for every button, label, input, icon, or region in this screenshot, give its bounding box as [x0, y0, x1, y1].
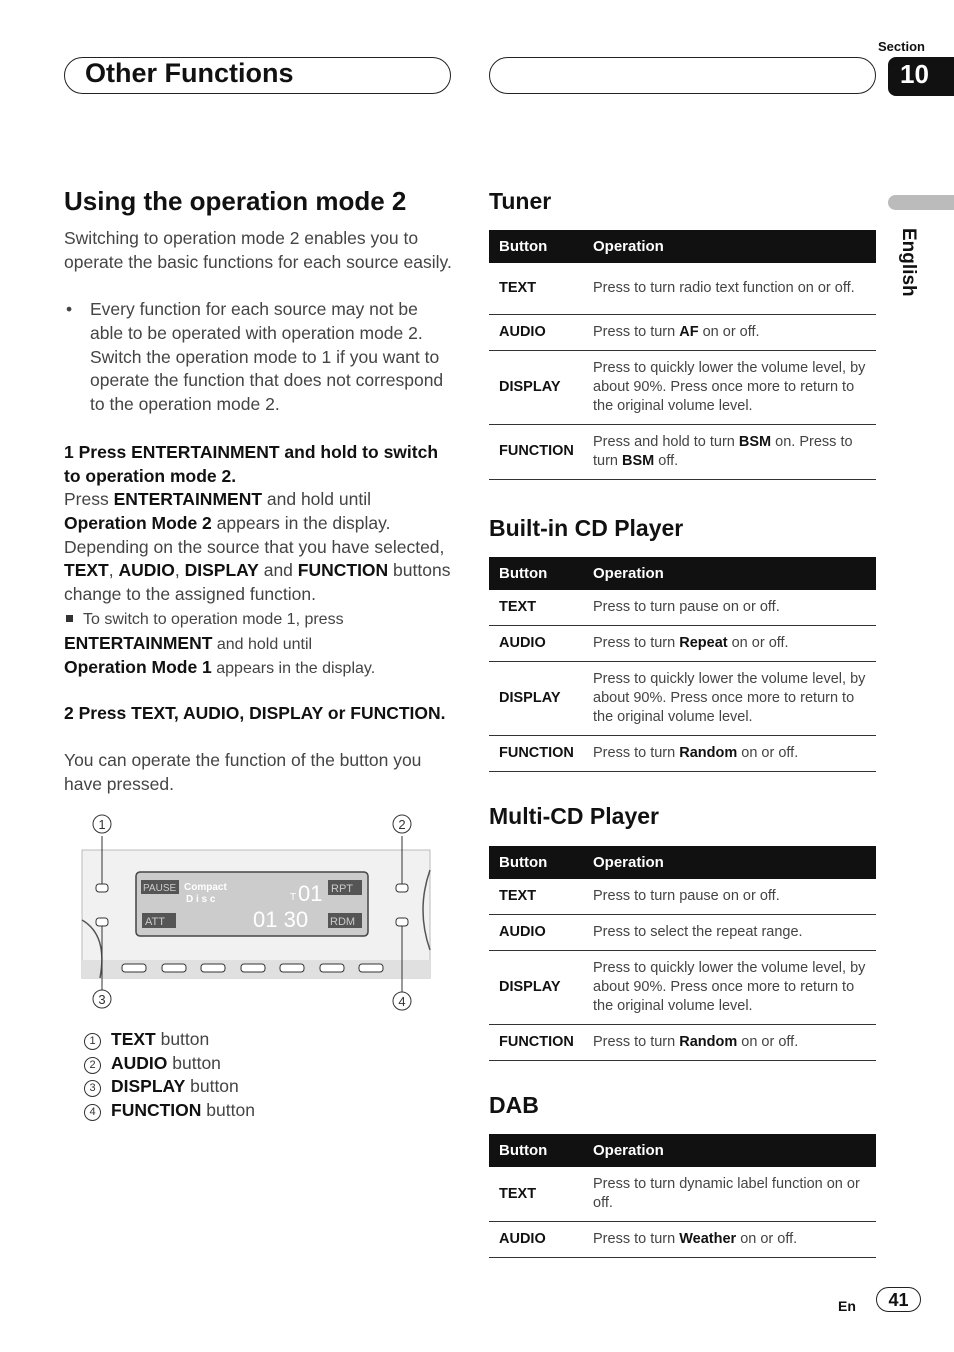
- row-button: TEXT: [489, 590, 583, 626]
- text-run: Press to turn: [593, 1034, 680, 1050]
- table-row: [489, 879, 876, 915]
- text-run: and hold until: [262, 489, 372, 509]
- row-button: FUNCTION: [489, 736, 583, 772]
- builtin-cd-table: [489, 557, 876, 772]
- table-row: [489, 424, 876, 479]
- preset-button[interactable]: [122, 964, 146, 972]
- row-operation: Press to turn pause on or off.: [583, 590, 876, 626]
- display-button[interactable]: [96, 918, 108, 926]
- callout-number: 3: [84, 1080, 101, 1097]
- callout-item-display: [84, 1076, 239, 1097]
- bold-run: TEXT: [64, 560, 109, 581]
- page-heading: Using the operation mode 2: [64, 186, 407, 216]
- table-row: [489, 1222, 876, 1258]
- step-1-note: [64, 608, 454, 681]
- row-button: TEXT: [489, 263, 583, 314]
- row-button: AUDIO: [489, 314, 583, 350]
- text-run: ,: [174, 560, 185, 581]
- page-number: 41: [876, 1287, 921, 1312]
- col-operation-header: Operation: [583, 846, 876, 879]
- callout-number: 1: [84, 1033, 101, 1050]
- row-button: AUDIO: [489, 626, 583, 662]
- bold-run: Operation Mode 2: [64, 512, 212, 533]
- disc-text: D i s c: [186, 894, 216, 905]
- callout-item-audio: [84, 1053, 221, 1074]
- callout-item-text: [84, 1029, 209, 1050]
- table-row: [489, 590, 876, 626]
- text-run: on or off.: [727, 635, 789, 651]
- row-button: DISPLAY: [489, 951, 583, 1025]
- preset-button[interactable]: [201, 964, 225, 972]
- row-operation: [583, 424, 876, 479]
- footer-language: En: [838, 1298, 856, 1314]
- preset-button[interactable]: [320, 964, 344, 972]
- callout-suffix: button: [201, 1100, 255, 1120]
- text-run: buttons change to the assigned function.: [64, 560, 451, 605]
- att-text: ATT: [145, 916, 165, 928]
- text-run: and: [258, 560, 298, 581]
- callout-name: TEXT: [111, 1029, 156, 1049]
- table-row: [489, 915, 876, 951]
- tuner-heading: Tuner: [489, 188, 552, 214]
- bold-run: ENTERTAINMENT: [64, 632, 213, 653]
- dab-heading: DAB: [489, 1092, 539, 1118]
- callout-1: 1: [98, 817, 106, 832]
- row-button: DISPLAY: [489, 350, 583, 424]
- section-number: 10: [888, 57, 954, 96]
- row-operation: Press to turn radio text function on or off.: [583, 263, 876, 314]
- multi-cd-table: [489, 846, 876, 1061]
- table-header-row: [489, 1134, 876, 1167]
- callout-4: 4: [398, 994, 406, 1009]
- text-run: on or off.: [737, 1034, 799, 1050]
- row-operation: Press to quickly lower the volume level, by about 90%. Press once more to return to the original volume level.: [583, 350, 876, 424]
- bold-run: DISPLAY: [184, 560, 259, 581]
- table-header-row: [489, 230, 876, 263]
- callout-name: DISPLAY: [111, 1076, 186, 1096]
- pause-text: PAUSE: [143, 883, 177, 894]
- step-2-body: You can operate the function of the button you have pressed.: [64, 750, 422, 794]
- table-header-row: [489, 846, 876, 879]
- dab-table: [489, 1134, 876, 1258]
- preset-button[interactable]: [280, 964, 304, 972]
- table-row: [489, 736, 876, 772]
- language-label: English: [898, 228, 919, 297]
- text-run: ,: [108, 560, 119, 581]
- row-operation: [583, 1025, 876, 1061]
- rpt-text: RPT: [331, 883, 353, 895]
- compact-text: Compact: [184, 882, 227, 893]
- callout-suffix: button: [155, 1029, 210, 1049]
- col-operation-header: Operation: [583, 557, 876, 590]
- text-button[interactable]: [96, 884, 108, 892]
- play-time: 01 30: [253, 907, 309, 932]
- preset-button[interactable]: [241, 964, 265, 972]
- callout-name: FUNCTION: [111, 1100, 202, 1120]
- audio-button[interactable]: [396, 884, 408, 892]
- callout-2: 2: [398, 817, 406, 832]
- callout-suffix: button: [185, 1076, 239, 1096]
- bold-run: AF: [679, 323, 699, 340]
- bold-run: Operation Mode 1: [64, 657, 212, 677]
- bold-run: BSM: [622, 452, 655, 469]
- table-header-row: [489, 557, 876, 590]
- table-row: [489, 263, 876, 314]
- text-run: Press to turn: [593, 1231, 680, 1247]
- col-button-header: Button: [489, 230, 583, 263]
- bold-run: Repeat: [679, 635, 728, 651]
- builtin-cd-heading: Built-in CD Player: [489, 515, 684, 541]
- track-number: 01: [298, 881, 323, 906]
- row-button: FUNCTION: [489, 1025, 583, 1061]
- row-operation: Press to select the repeat range.: [583, 915, 876, 951]
- callout-3: 3: [98, 992, 106, 1007]
- text-run: on or off.: [737, 745, 799, 761]
- table-row: [489, 350, 876, 424]
- callout-name: AUDIO: [111, 1053, 168, 1073]
- col-operation-header: Operation: [583, 230, 876, 263]
- callout-number: 4: [84, 1104, 101, 1121]
- col-button-header: Button: [489, 1134, 583, 1167]
- col-operation-header: Operation: [583, 1134, 876, 1167]
- bold-run: FUNCTION: [297, 560, 389, 581]
- text-run: on or off.: [736, 1231, 798, 1247]
- bullet-note: [64, 298, 454, 417]
- row-button: DISPLAY: [489, 662, 583, 736]
- text-run: appears in the display.: [211, 660, 376, 677]
- row-operation: [583, 314, 876, 350]
- tuner-table: [489, 230, 876, 480]
- header-right-frame: [489, 57, 876, 94]
- table-row: [489, 626, 876, 662]
- bold-run: ENTERTAINMENT: [113, 489, 263, 509]
- callout-item-function: [84, 1100, 255, 1121]
- row-operation: Press to turn dynamic label function on or off.: [583, 1167, 876, 1222]
- row-operation: [583, 736, 876, 772]
- bold-run: Random: [679, 745, 738, 761]
- preset-button[interactable]: [162, 964, 186, 972]
- intro-paragraph: Switching to operation mode 2 enables you to operate the basic functions for each source easily.: [64, 228, 452, 272]
- table-row: [489, 1025, 876, 1061]
- row-operation: [583, 1222, 876, 1258]
- text-run: off.: [654, 452, 679, 469]
- track-t-text: T: [290, 892, 297, 903]
- callout-suffix: button: [167, 1053, 221, 1073]
- text-run: Press to turn: [593, 635, 680, 651]
- multi-cd-heading: Multi-CD Player: [489, 803, 659, 829]
- col-button-header: Button: [489, 557, 583, 590]
- step-2-title: 2 Press TEXT, AUDIO, DISPLAY or FUNCTION.: [64, 703, 446, 723]
- table-row: [489, 1167, 876, 1222]
- note-square-icon: [66, 615, 73, 622]
- function-button[interactable]: [396, 918, 408, 926]
- col-button-header: Button: [489, 846, 583, 879]
- text-run: on. Press to turn: [593, 433, 853, 469]
- row-operation: Press to turn pause on or off.: [583, 879, 876, 915]
- row-button: TEXT: [489, 879, 583, 915]
- table-row: [489, 314, 876, 350]
- table-row: [489, 951, 876, 1025]
- bold-run: BSM: [738, 433, 772, 450]
- text-run: and hold until: [212, 635, 313, 653]
- preset-button[interactable]: [359, 964, 383, 972]
- text-run: Press to turn: [593, 745, 680, 761]
- header-title: Other Functions: [85, 58, 294, 88]
- bullet-dot: •: [66, 299, 73, 319]
- row-operation: Press to quickly lower the volume level, by about 90%. Press once more to return to the original volume level.: [583, 951, 876, 1025]
- text-run: Press and hold to turn: [593, 433, 739, 450]
- text-run: To switch to operation mode 1, press: [83, 611, 344, 628]
- table-row: [489, 662, 876, 736]
- bold-run: AUDIO: [118, 560, 175, 581]
- row-button: FUNCTION: [489, 424, 583, 479]
- text-run: Press to turn: [593, 323, 680, 340]
- row-button: AUDIO: [489, 915, 583, 951]
- text-run: Press: [64, 489, 114, 509]
- bullet-text: Every function for each source may not be able to be operated with operation mode 2. Switch the operation mode to 1 if you want to operate the function that does not correspond to the operation mode 2.: [90, 299, 444, 415]
- bold-run: Random: [679, 1034, 738, 1050]
- row-button: TEXT: [489, 1167, 583, 1222]
- text-run: appears in the display. Depending on the source that you have selected,: [64, 512, 445, 557]
- text-run: on or off.: [698, 323, 760, 340]
- section-label: Section: [878, 39, 925, 54]
- language-tab: [888, 195, 954, 210]
- callout-number: 2: [84, 1057, 101, 1074]
- row-operation: Press to quickly lower the volume level, by about 90%. Press once more to return to the original volume level.: [583, 662, 876, 736]
- head-unit-illustration: [78, 810, 438, 1015]
- rdm-text: RDM: [330, 916, 356, 928]
- row-operation: [583, 626, 876, 662]
- bold-run: Weather: [679, 1231, 737, 1247]
- step-1-body: [64, 488, 454, 607]
- step-1-title: 1 Press ENTERTAINMENT and hold to switch to operation mode 2.: [64, 442, 439, 486]
- row-button: AUDIO: [489, 1222, 583, 1258]
